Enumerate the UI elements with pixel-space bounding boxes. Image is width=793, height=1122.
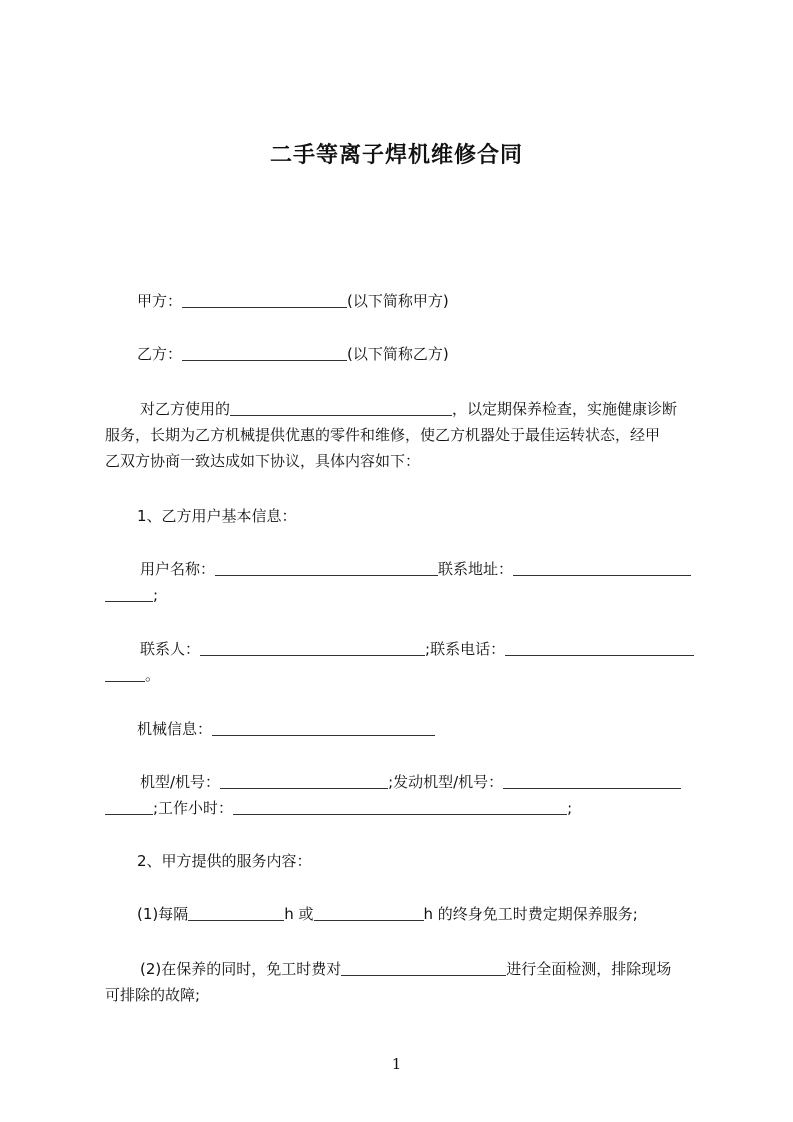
party-a-label: 甲方： (137, 292, 183, 310)
period: 。 (145, 666, 161, 684)
inspection-target-blank[interactable] (341, 960, 506, 976)
user-info-line (140, 558, 740, 580)
address-blank-cont[interactable] (105, 586, 153, 602)
party-b-blank[interactable] (182, 345, 347, 361)
page-number: 1 (391, 1055, 402, 1073)
engine-label: ;发动机型/机号： (388, 773, 504, 791)
item-1-prefix: (1)每隔 (137, 905, 189, 923)
item-1-suffix: h 的终身免工时费定期保养服务; (423, 905, 638, 923)
machine-info-line (137, 718, 737, 740)
address-label: 联系地址： (438, 560, 514, 578)
service-item-2-cont: 可排除的故障; (105, 986, 201, 1004)
document-title: 二手等离子焊机维修合同 (269, 143, 523, 168)
party-a-line (137, 290, 737, 312)
intro-line-2: 服务，长期为乙方机械提供优惠的零件和维修，使乙方机器处于最佳运转状态，经甲 (105, 426, 661, 444)
model-line (140, 771, 740, 793)
phone-blank-cont[interactable] (105, 666, 145, 682)
service-item-1 (137, 903, 737, 925)
interval-hours-blank-2[interactable] (314, 905, 424, 921)
phone-label: ;联系电话： (425, 640, 506, 658)
section-1-heading: 1、乙方用户基本信息： (137, 507, 297, 525)
model-label: 机型/机号： (140, 773, 221, 791)
service-item-2 (140, 958, 740, 980)
engine-blank[interactable] (503, 773, 681, 789)
hours-blank[interactable] (233, 799, 567, 815)
intro-line-1 (140, 398, 740, 420)
item-1-mid: h 或 (284, 905, 314, 923)
machine-info-label: 机械信息： (137, 720, 213, 738)
party-b-label: 乙方： (137, 345, 183, 363)
contact-line (140, 638, 740, 660)
address-blank[interactable] (513, 560, 691, 576)
user-info-line-cont (105, 584, 705, 606)
hours-label: ;工作小时： (153, 799, 234, 817)
equipment-blank[interactable] (230, 400, 452, 416)
intro-prefix: 对乙方使用的 (140, 400, 231, 418)
user-name-blank[interactable] (215, 560, 438, 576)
engine-blank-cont[interactable] (105, 799, 153, 815)
party-a-blank[interactable] (182, 292, 347, 308)
intro-line-3: 乙双方协商一致达成如下协议，具体内容如下： (105, 452, 421, 470)
user-name-label: 用户名称： (140, 560, 216, 578)
party-b-suffix: (以下简称乙方) (347, 345, 449, 363)
item-2-prefix: (2)在保养的同时，免工时费对 (140, 960, 342, 978)
contact-line-cont (105, 664, 705, 686)
model-blank[interactable] (220, 773, 388, 789)
contact-blank[interactable] (200, 640, 425, 656)
section-2-heading: 2、甲方提供的服务内容： (137, 852, 312, 870)
machine-info-blank[interactable] (212, 720, 435, 736)
interval-hours-blank[interactable] (188, 905, 284, 921)
party-a-suffix: (以下简称甲方) (347, 292, 449, 310)
model-line-cont (105, 797, 705, 819)
intro-line-1-suffix: ，以定期保养检查，实施健康诊断 (452, 400, 678, 418)
semicolon-2: ; (567, 799, 573, 817)
contact-label: 联系人： (140, 640, 201, 658)
semicolon: ; (153, 586, 159, 604)
party-b-line (137, 343, 737, 365)
item-2-suffix: 进行全面检测，排除现场 (506, 960, 672, 978)
phone-blank[interactable] (505, 640, 694, 656)
